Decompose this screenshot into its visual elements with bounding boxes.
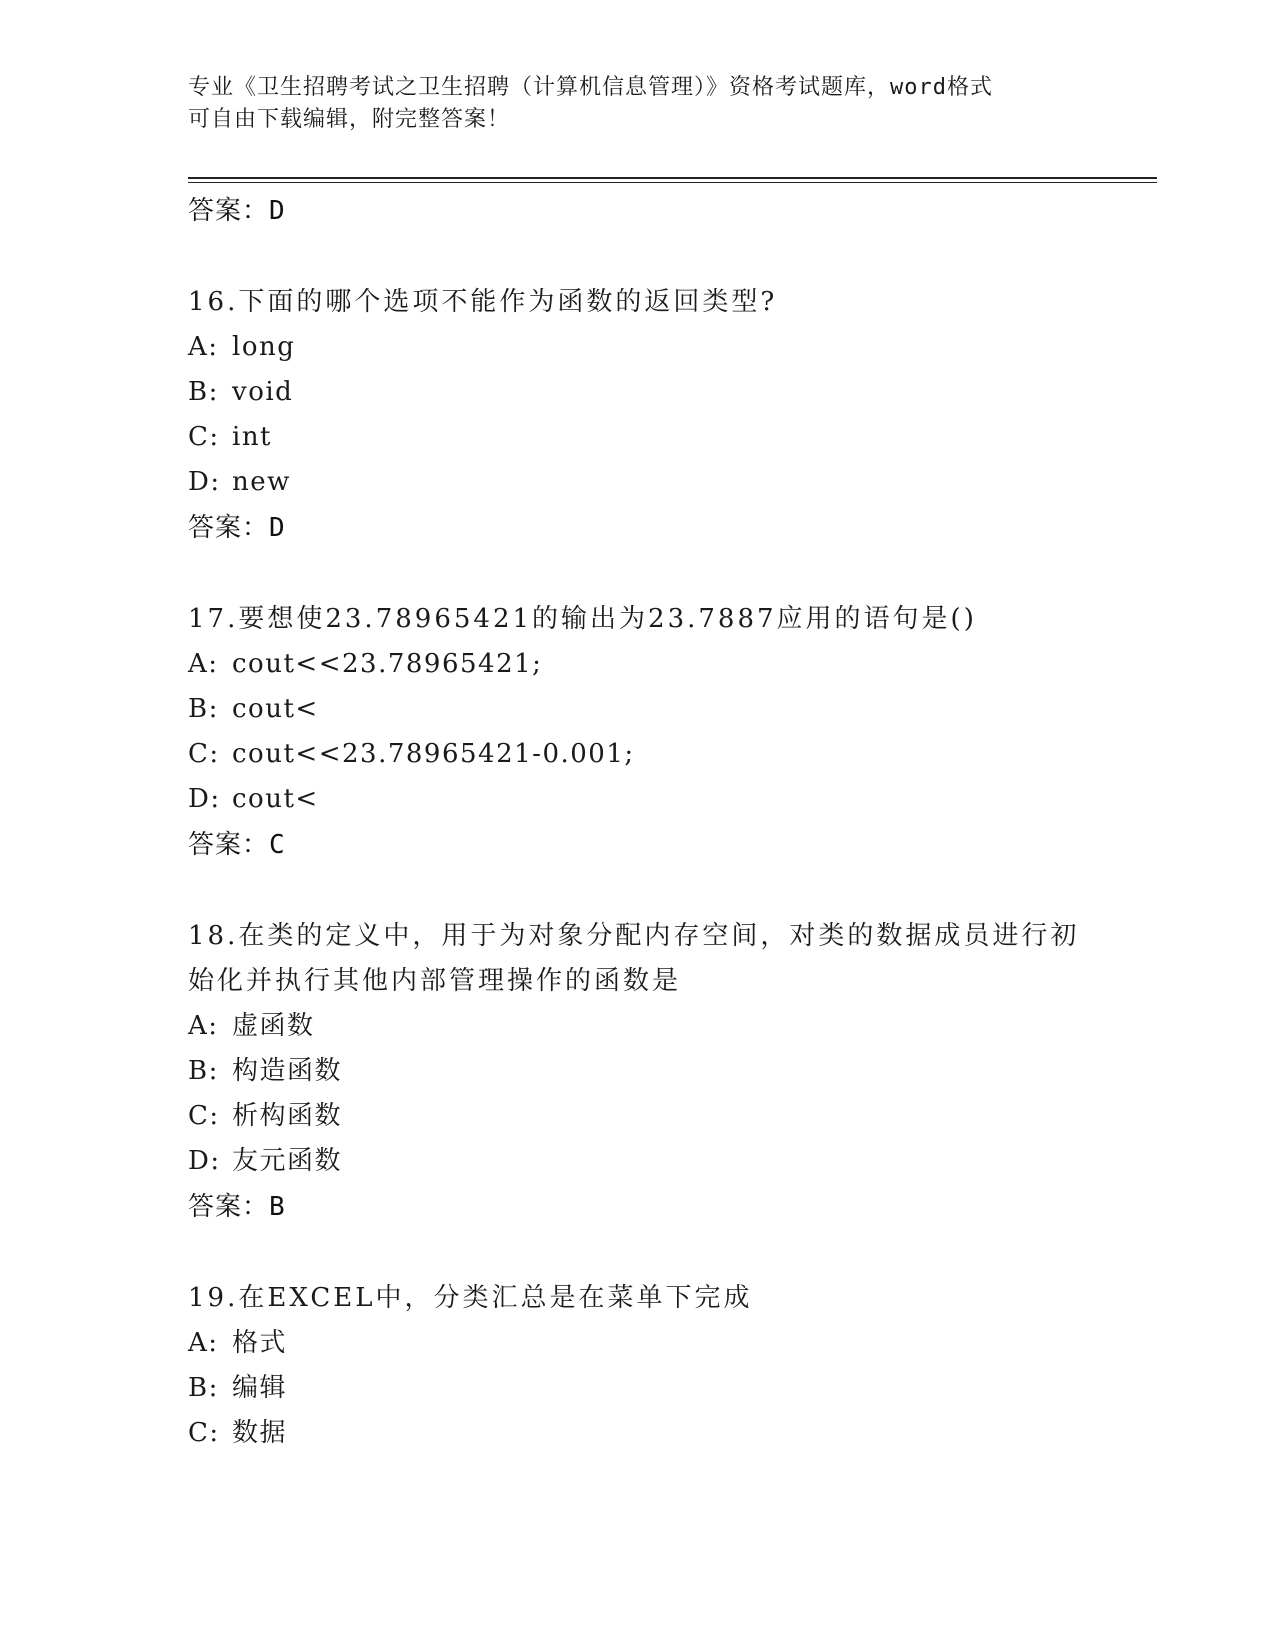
option-letter: C:	[188, 739, 220, 769]
option-letter: C:	[188, 1418, 220, 1448]
option-c	[188, 732, 1088, 777]
option-b	[188, 1366, 1088, 1411]
option-a	[188, 642, 1088, 687]
option-c	[188, 415, 1088, 460]
option-b	[188, 687, 1088, 732]
option-letter: D:	[188, 784, 221, 814]
option-text: 析构函数	[232, 1101, 343, 1131]
option-b	[188, 1049, 1088, 1094]
answer: 答案：C	[188, 830, 286, 860]
option-text: cout<	[232, 694, 319, 724]
answer: 答案：B	[188, 1192, 286, 1222]
option-d	[188, 777, 1088, 822]
question-text: 18.在类的定义中，用于为对象分配内存空间，对类的数据成员进行初始化并执行其他内部管理操作的函数是	[188, 921, 1080, 996]
question-text: 16.下面的哪个选项不能作为函数的返回类型?	[188, 287, 778, 317]
option-d	[188, 1139, 1088, 1184]
option-letter: A:	[188, 1328, 219, 1358]
answer: 答案：D	[188, 513, 286, 543]
question-18	[188, 914, 1088, 1230]
option-letter: B:	[188, 694, 219, 724]
option-text: void	[232, 377, 294, 407]
option-text: 编辑	[232, 1373, 288, 1403]
option-a	[188, 1321, 1088, 1366]
option-letter: B:	[188, 377, 219, 407]
header-line-1: 专业《卫生招聘考试之卫生招聘（计算机信息管理）》资格考试题库，word格式	[188, 75, 993, 100]
option-letter: B:	[188, 1373, 219, 1403]
header-line-2: 可自由下载编辑，附完整答案！	[188, 107, 511, 132]
option-text: 格式	[232, 1328, 288, 1358]
option-b	[188, 370, 1088, 415]
option-c	[188, 1411, 1088, 1456]
header-divider-thin	[188, 182, 1157, 183]
option-a	[188, 1004, 1088, 1049]
option-letter: A:	[188, 332, 219, 362]
question-text: 19.在EXCEL中，分类汇总是在菜单下完成	[188, 1283, 753, 1313]
previous-answer: 答案：D	[188, 196, 286, 226]
option-text: 友元函数	[232, 1146, 343, 1176]
question-text: 17.要想使23.78965421的输出为23.7887应用的语句是()	[188, 604, 977, 634]
option-text: 数据	[232, 1418, 288, 1448]
header-divider-thick	[188, 177, 1157, 179]
option-c	[188, 1094, 1088, 1139]
option-text: int	[232, 422, 273, 452]
option-a	[188, 325, 1088, 370]
question-list	[188, 188, 1088, 1456]
page-header	[188, 72, 1088, 136]
option-letter: C:	[188, 1101, 220, 1131]
option-text: cout<<23.78965421-0.001;	[232, 739, 635, 769]
question-17	[188, 597, 1088, 868]
option-text: 构造函数	[232, 1056, 343, 1086]
question-19	[188, 1276, 1088, 1456]
option-text: new	[232, 467, 291, 497]
option-text: cout<<23.78965421;	[232, 649, 543, 679]
option-letter: D:	[188, 1146, 221, 1176]
option-letter: A:	[188, 649, 219, 679]
question-16	[188, 280, 1088, 551]
option-letter: D:	[188, 467, 221, 497]
option-letter: A:	[188, 1011, 219, 1041]
option-letter: C:	[188, 422, 220, 452]
option-text: 虚函数	[232, 1011, 315, 1041]
option-letter: B:	[188, 1056, 219, 1086]
option-d	[188, 460, 1088, 505]
option-text: long	[232, 332, 296, 362]
option-text: cout<	[232, 784, 319, 814]
